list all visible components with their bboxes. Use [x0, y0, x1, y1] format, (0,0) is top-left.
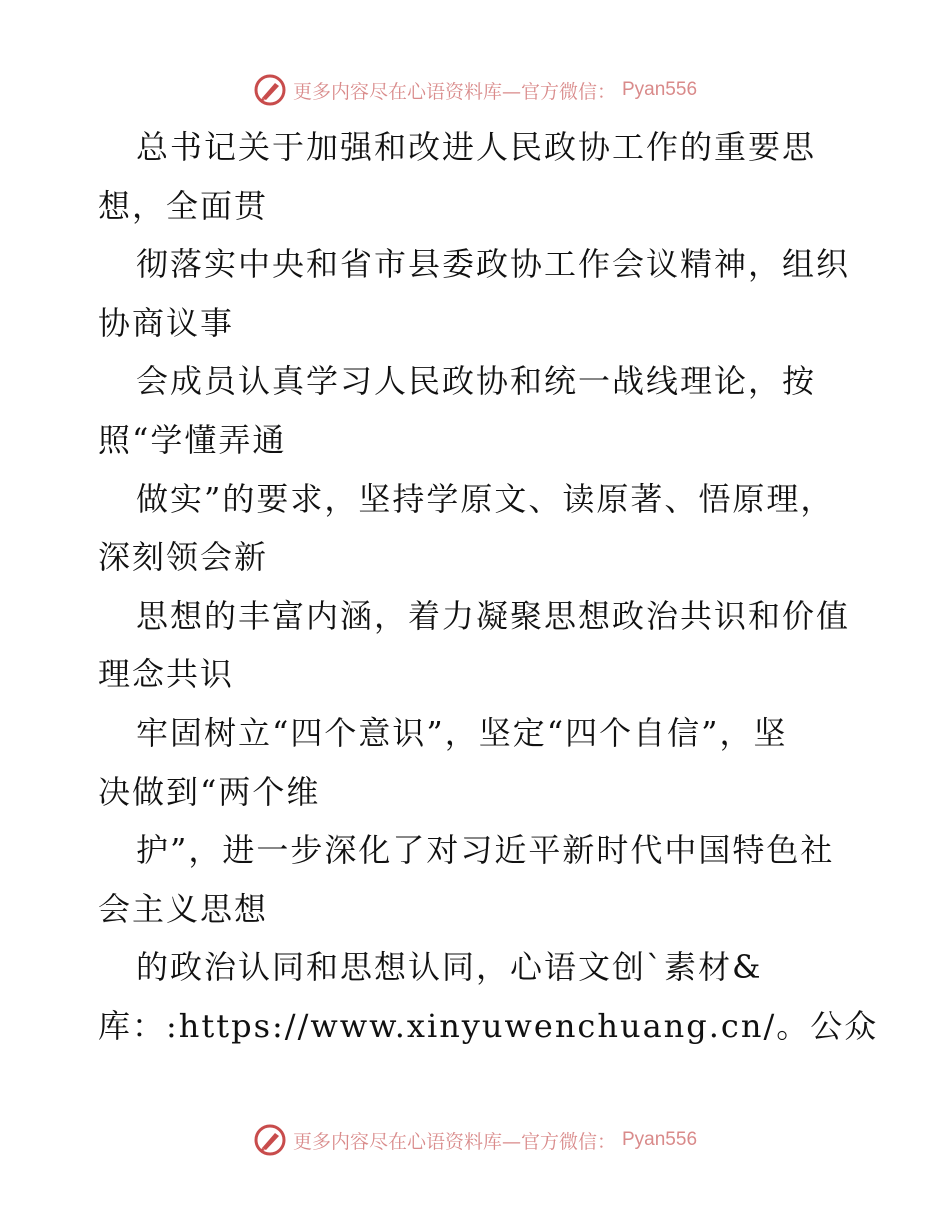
- text-line: 做实”的要求，坚持学原文、读原著、悟原理，: [136, 479, 835, 518]
- text-line: 库：:https://www.xinyuwenchuang.cn/。公众: [98, 1006, 879, 1045]
- footer-banner: [0, 1120, 950, 1160]
- banner-text: 更多内容尽在心语资料库—官方微信：: [292, 80, 616, 103]
- text-line: 照“学懂弄通: [98, 420, 287, 459]
- pen-circle-logo-icon: [253, 1123, 287, 1157]
- document-body: [98, 118, 878, 1056]
- banner-wechat-id: Pyan556: [622, 1129, 698, 1150]
- text-line: 牢固树立“四个意识”，坚定“四个自信”，坚: [136, 713, 788, 752]
- text-line: 会成员认真学习人民政协和统一战线理论，按: [136, 362, 817, 401]
- text-line: 协商议事: [98, 303, 235, 342]
- text-line: 总书记关于加强和改进人民政协工作的重要思: [136, 128, 817, 166]
- text-line: 决做到“两个维: [98, 772, 321, 811]
- text-line: 思想的丰富内涵，着力凝聚思想政治共识和价值: [136, 596, 851, 635]
- text-line: 的政治认同和思想认同，心语文创`素材&: [136, 948, 763, 987]
- text-line: 想，全面贯: [98, 186, 269, 225]
- text-line: 理念共识: [98, 655, 235, 694]
- text-line: 深刻领会新: [98, 538, 269, 577]
- banner-text: 更多内容尽在心语资料库—官方微信：: [292, 1130, 616, 1153]
- text-line: 护”，进一步深化了对习近平新时代中国特色社: [136, 831, 835, 870]
- banner-wechat-id: Pyan556: [622, 79, 698, 100]
- pen-circle-logo-icon: [253, 73, 287, 107]
- text-line: 会主义思想: [98, 889, 269, 928]
- header-banner: [0, 70, 950, 110]
- text-line: 彻落实中央和省市县委政协工作会议精神，组织: [136, 245, 851, 284]
